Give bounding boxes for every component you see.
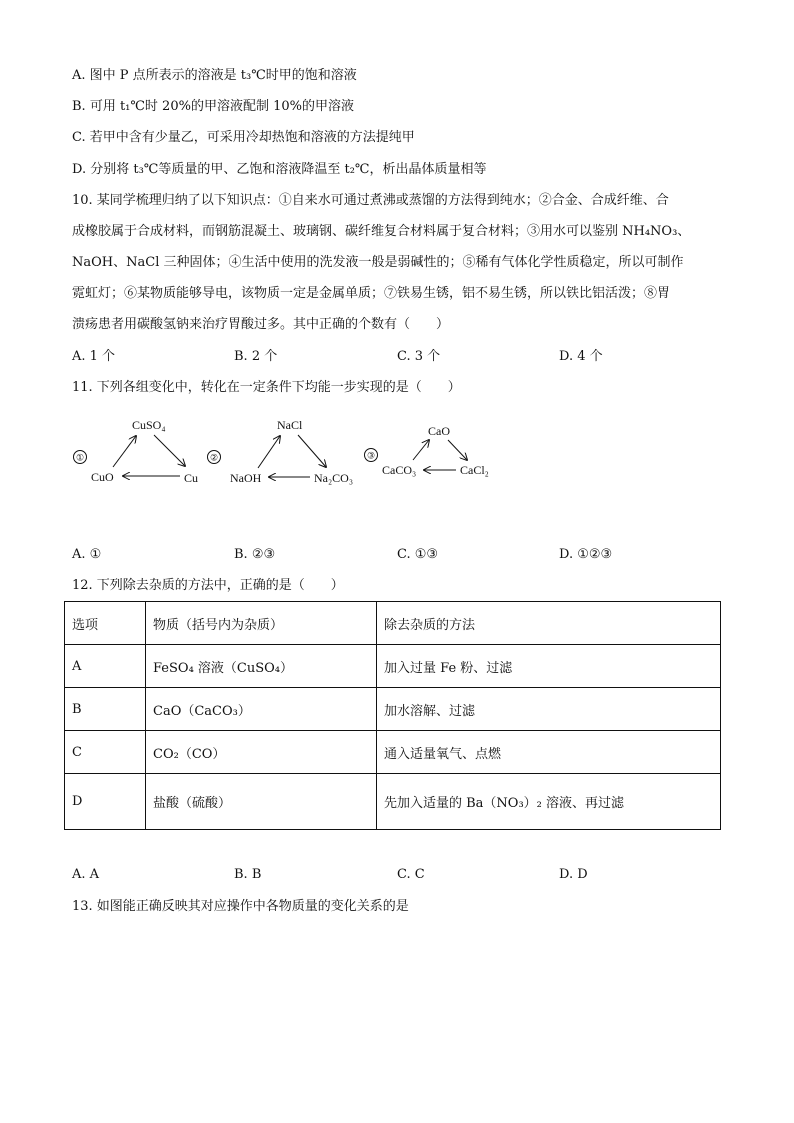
row-d-method: 先加入适量的 Ba（NO₃）₂ 溶液、再过滤: [377, 774, 721, 830]
row-a-substance: FeSO₄ 溶液（CuSO₄）: [146, 645, 377, 688]
q10-option-b: B. 2 个: [234, 349, 278, 364]
q12-option-a: A. A: [72, 867, 100, 882]
q12-option-b: B. B: [234, 867, 262, 882]
q10-stem-line-2: 成橡胶属于合成材料，而钢筋混凝土、玻璃钢、碳纤维复合材料属于复合材料；③用水可以鉴别 NH₄NO₃、: [72, 224, 691, 239]
row-a-option: A: [65, 645, 146, 688]
diagram-1-top: CuSO₄: [132, 418, 166, 432]
diagram-2-right: Na₂CO₃: [314, 471, 354, 485]
row-d-option: D: [65, 774, 146, 830]
arrow-cuo-to-cuso4: [113, 436, 136, 467]
q10-stem-line-4: 霓虹灯；⑥某物质能够导电，该物质一定是金属单质；⑦铁易生锈，铝不易生锈，所以铁比铝活泼；⑧胃: [72, 286, 671, 301]
q10-stem-line-3: NaOH、NaCl 三种固体；④生活中使用的洗发液一般是弱碱性的；⑤稀有气体化学性质稳定，所以可制作: [72, 255, 684, 270]
header-substance: 物质（括号内为杂质）: [146, 602, 377, 645]
q11-option-d: D. ①②③: [559, 547, 613, 562]
q11-stem: 11. 下列各组变化中，转化在一定条件下均能一步实现的是（ ）: [72, 380, 461, 395]
header-method: 除去杂质的方法: [377, 602, 721, 645]
row-d-substance: 盐酸（硫酸）: [146, 774, 377, 830]
q12-option-c: C. C: [397, 867, 425, 882]
diagram-2: [208, 418, 354, 485]
q9-option-a: A. 图中 P 点所表示的溶液是 t₃℃时甲的饱和溶液: [72, 68, 357, 83]
arrow-caco3-to-cao: [413, 440, 429, 460]
table-row: [65, 774, 721, 830]
row-b-method: 加水溶解、过滤: [377, 688, 721, 731]
diagram-1-right: Cu: [184, 471, 199, 485]
q9-option-d: D. 分别将 t₃℃等质量的甲、乙饱和溶液降温至 t₂℃，析出晶体质量相等: [72, 162, 487, 177]
row-b-substance: CaO（CaCO₃）: [146, 688, 377, 731]
diagram-3: [365, 424, 489, 477]
diagram-2-number: ②: [209, 452, 219, 463]
q12-option-d: D. D: [559, 867, 588, 882]
arrow-nacl-to-na2co3: [298, 435, 326, 467]
q11-option-b: B. ②③: [234, 547, 276, 562]
diagram-3-number: ③: [366, 450, 376, 461]
diagram-1: [74, 418, 199, 485]
q11-diagrams: [68, 410, 518, 500]
row-c-option: C: [65, 731, 146, 774]
row-a-method: 加入过量 Fe 粉、过滤: [377, 645, 721, 688]
diagram-3-right: CaCl₂: [460, 463, 489, 477]
diagram-1-left: CuO: [91, 470, 114, 484]
q9-option-c: C. 若甲中含有少量乙，可采用冷却热饱和溶液的方法提纯甲: [72, 130, 415, 145]
diagram-3-top: CaO: [428, 424, 450, 438]
table-row: [65, 645, 721, 688]
arrow-cao-to-cacl2: [448, 440, 467, 460]
diagram-2-left: NaOH: [230, 471, 262, 485]
table-header-row: [65, 602, 721, 645]
q11-option-a: A. ①: [72, 547, 102, 562]
q13-stem: 13. 如图能正确反映其对应操作中各物质量的变化关系的是: [72, 899, 409, 914]
q10-option-c: C. 3 个: [397, 349, 441, 364]
diagram-2-top: NaCl: [277, 418, 303, 432]
row-c-method: 通入适量氧气、点燃: [377, 731, 721, 774]
arrow-cuso4-to-cu: [154, 435, 185, 466]
q10-option-d: D. 4 个: [559, 349, 603, 364]
q9-option-b: B. 可用 t₁℃时 20%的甲溶液配制 10%的甲溶液: [72, 99, 354, 114]
table-row: [65, 688, 721, 731]
diagram-1-number: ①: [75, 452, 85, 463]
q10-option-a: A. 1 个: [72, 349, 116, 364]
q10-stem-line-5: 溃疡患者用碳酸氢钠来治疗胃酸过多。其中正确的个数有（ ）: [72, 317, 450, 332]
q10-stem-line-1: 10. 某同学梳理归纳了以下知识点：①自来水可通过煮沸或蒸馏的方法得到纯水；②合金、合成纤维、合: [72, 193, 669, 208]
table-row: [65, 731, 721, 774]
diagram-3-left: CaCO₃: [382, 463, 417, 477]
arrow-naoh-to-nacl: [258, 436, 280, 468]
row-b-option: B: [65, 688, 146, 731]
q12-stem: 12. 下列除去杂质的方法中，正确的是（ ）: [72, 578, 344, 593]
q12-table: [64, 601, 721, 830]
header-option: 选项: [65, 602, 146, 645]
q11-option-c: C. ①③: [397, 547, 439, 562]
row-c-substance: CO₂（CO）: [146, 731, 377, 774]
